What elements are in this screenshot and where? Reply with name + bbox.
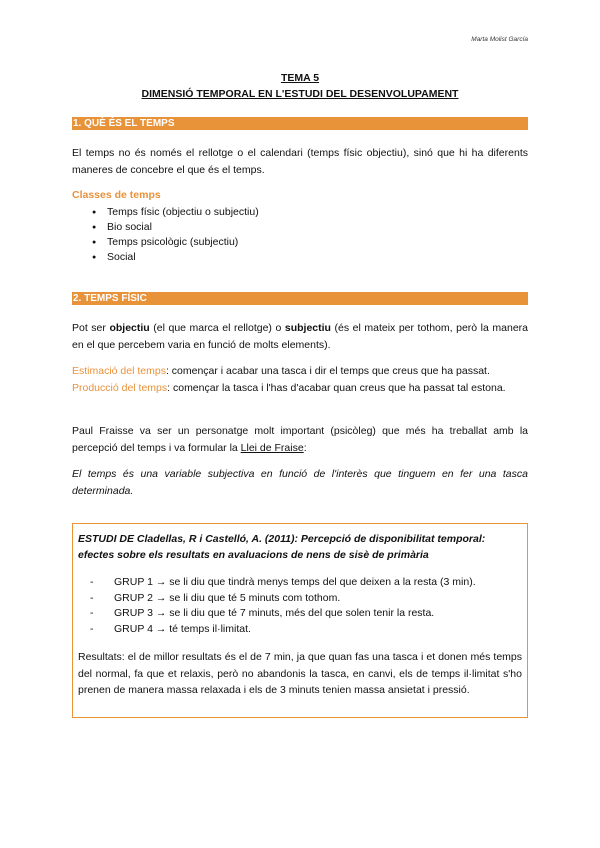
section2-definitions xyxy=(72,363,528,396)
p1-text: (el que marca el rellotge) o xyxy=(149,322,285,334)
produccio-text: : començar la tasca i l'has d'acabar quan creus que ha passat tal estona. xyxy=(167,381,506,394)
list-item: - GRUP 2 → se li diu que té 5 minuts com tothom. xyxy=(90,591,522,607)
list-item: ● Social xyxy=(92,250,259,265)
fraisse-colon: : xyxy=(303,441,307,454)
list-item: ● Bio social xyxy=(92,220,259,235)
study-box xyxy=(72,523,528,718)
list-item: - GRUP 3 → se li diu que té 7 minuts, més del que solen tenir la resta. xyxy=(90,606,522,622)
law-quote: El temps és una variable subjectiva en funció de l'interès que tinguem en fer una tasca determinada. xyxy=(72,468,528,497)
study-results: Resultats: el de millor resultats és el de 7 min, ja que quan fas una tasca i et donen més temps del normal, fa que et relaxis, però no abandonis la tasca, en canvi, els de temps il·limitat s'ho prenen de manera massa relaxada i els de 3 minuts tenien massa ansietat i pressió. xyxy=(78,651,522,696)
section-heading-1: 1. QUÈ ÉS EL TEMPS xyxy=(72,117,528,130)
fraisse-paragraph xyxy=(72,423,528,456)
section1-paragraph: El temps no és només el rellotge o el calendari (temps físic objectiu), sinó que hi ha diferents maneres de concebre el que és el temps. xyxy=(72,147,528,176)
fraisse-law-link: Llei de Fraise xyxy=(240,441,304,454)
title-line-2: DIMENSIÓ TEMPORAL EN L'ESTUDI DEL DESENVOLUPAMENT xyxy=(141,88,459,100)
p1-bold-objectiu: objectiu xyxy=(109,322,150,334)
estimacio-text: : començar i acabar una tasca i dir el temps que creus que ha passat. xyxy=(165,365,490,377)
fraisse-text: Paul Fraisse va ser un personatge molt important (psicòleg) que més ha treballat amb la percepció del temps i va formular la xyxy=(72,425,528,454)
author-name: Marta Molist García xyxy=(471,36,528,43)
groups-list xyxy=(78,575,522,637)
classes-list xyxy=(92,205,259,265)
p1-text: (és el mateix per tothom, però la manera en el que percebem varia en funció de molts elements). xyxy=(72,322,528,351)
study-title: ESTUDI DE Cladellas, R i Castelló, A. (2011): Percepció de disponibilitat temporal: efectes sobre els resultats en avaluacions de nens de sisè de primària xyxy=(78,533,486,561)
list-item: - GRUP 4 → té temps il·limitat. xyxy=(90,622,522,638)
title-line-1: TEMA 5 xyxy=(280,72,320,84)
produccio-label: Producció del temps xyxy=(72,381,168,394)
classes-heading: Classes de temps xyxy=(72,189,161,201)
estimacio-label: Estimació del temps xyxy=(72,365,166,377)
produccio-line xyxy=(72,380,528,397)
p1-bold-subjectiu: subjectiu xyxy=(284,322,331,334)
estimacio-line xyxy=(72,363,528,380)
section-heading-2: 2. TEMPS FÍSIC xyxy=(72,292,528,305)
section2-paragraph-1 xyxy=(72,320,528,353)
list-item: ● Temps físic (objectiu o subjectiu) xyxy=(92,205,259,220)
list-item: ● Temps psicològic (subjectiu) xyxy=(92,235,259,250)
p1-text: Pot ser xyxy=(72,322,110,334)
list-item: - GRUP 1 → se li diu que tindrà menys temps del que deixen a la resta (3 min). xyxy=(90,575,522,591)
document-title xyxy=(0,70,600,102)
